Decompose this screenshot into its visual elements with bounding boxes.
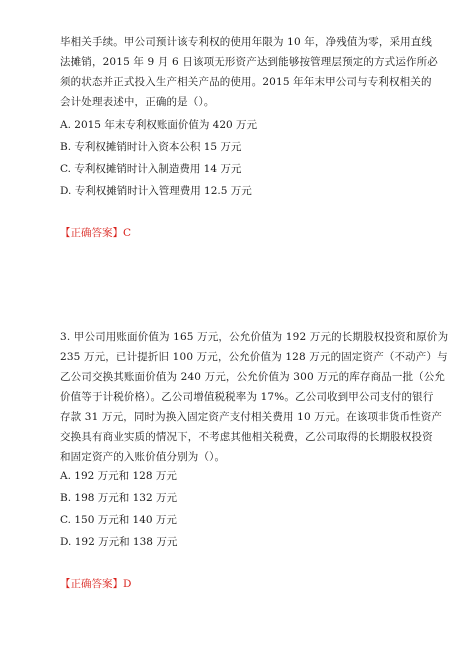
question-3-line: 价值等于计税价格）。乙公司增值税税率为 17%。乙公司收到甲公司支付的银行 bbox=[60, 391, 434, 403]
question-2-line: 会计处理表述中，正确的是（）。 bbox=[60, 96, 215, 108]
question-2-stem bbox=[60, 32, 438, 112]
question-3-option-d: D. 192 万元和 138 万元 bbox=[60, 536, 178, 548]
question-3-stem bbox=[60, 327, 449, 467]
question-3-line: 乙公司交换其账面价值为 240 万元，公允价值为 300 万元的库存商品一批（公允 bbox=[60, 371, 446, 383]
question-3-option-c: C. 150 万元和 140 万元 bbox=[60, 514, 177, 526]
question-3-line: 3. 甲公司用账面价值为 165 万元，公允价值为 192 万元的长期股权投资和原价为 bbox=[60, 331, 449, 343]
question-2-option-c: C. 专利权摊销时计入制造费用 14 万元 bbox=[60, 163, 242, 175]
question-3-answer: 【正确答案】D bbox=[60, 578, 132, 590]
question-2-answer: 【正确答案】C bbox=[60, 227, 132, 239]
question-2-option-d: D. 专利权摊销时计入管理费用 12.5 万元 bbox=[60, 185, 252, 197]
question-3-line: 存款 31 万元，同时为换入固定资产支付相关费用 10 万元。在该项非货币性资产 bbox=[60, 411, 443, 423]
question-3-line: 235 万元，已计提折旧 100 万元，公允价值为 128 万元的固定资产（不动产）与 bbox=[60, 351, 448, 363]
question-3-line: 交换具有商业实质的情况下，不考虑其他相关税费，乙公司取得的长期股权投资 bbox=[60, 431, 433, 443]
question-2-line: 法摊销，2015 年 9 月 6 日该项无形资产达到能够按管理层预定的方式运作所必 bbox=[60, 56, 438, 68]
question-2-option-a: A. 2015 年末专利权账面价值为 420 万元 bbox=[60, 119, 258, 131]
question-2-line: 毕相关手续。甲公司预计该专利权的使用年限为 10 年，净残值为零，采用直线 bbox=[60, 36, 433, 48]
question-3-line: 和固定资产的入账价值分别为（）。 bbox=[60, 451, 226, 463]
question-3-option-a: A. 192 万元和 128 万元 bbox=[60, 470, 177, 482]
question-2-option-b: B. 专利权摊销时计入资本公积 15 万元 bbox=[60, 141, 242, 153]
question-2-line: 须的状态并正式投入生产相关产品的使用。2015 年年末甲公司与专利权相关的 bbox=[60, 76, 432, 88]
question-3-option-b: B. 198 万元和 132 万元 bbox=[60, 492, 177, 504]
